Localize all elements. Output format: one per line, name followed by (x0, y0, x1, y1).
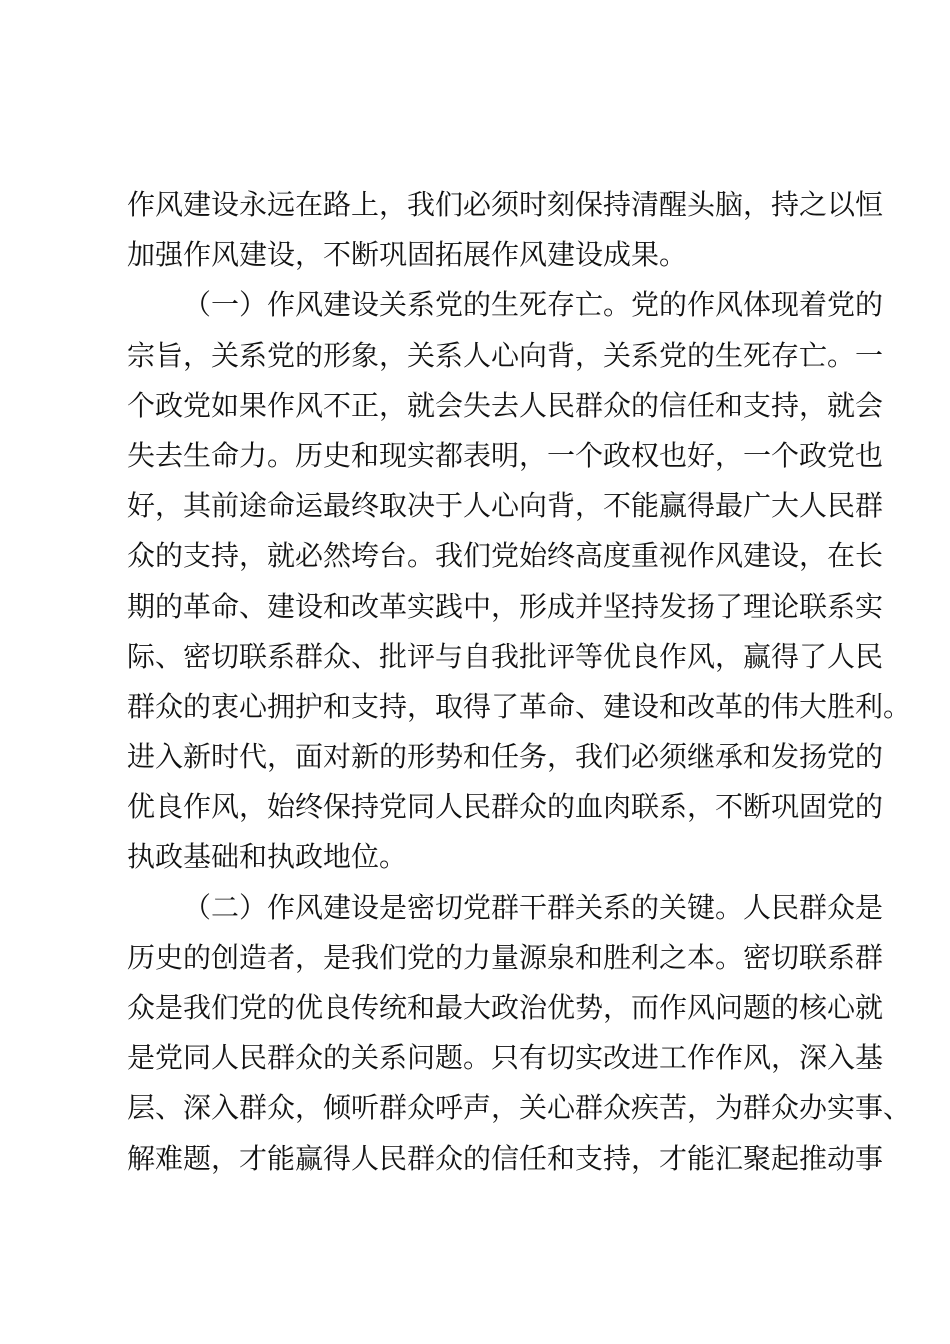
text-line: 作风建设永远在路上，我们必须时刻保持清醒头脑，持之以恒 (127, 188, 884, 221)
text-line: 失去生命力。历史和现实都表明，一个政权也好，一个政党也 (127, 438, 884, 472)
body-text (127, 180, 912, 1184)
text-line: 解难题，才能赢得人民群众的信任和支持，才能汇聚起推动事 (127, 1141, 884, 1175)
text-line: 加强作风建设，不断巩固拓展作风建设成果。 (127, 238, 688, 272)
text-line: 历史的创造者，是我们党的力量源泉和胜利之本。密切联系群 (127, 940, 884, 974)
text-line: 进入新时代，面对新的形势和任务，我们必须继承和发扬党的 (127, 740, 884, 774)
text-line: 宗旨，关系党的形象，关系人心向背，关系党的生死存亡。一 (127, 338, 884, 372)
paragraph-heading-1: （一）作风建设关系党的生死存亡。党的作风体现着党的 (183, 288, 884, 322)
text-line: 执政基础和执政地位。 (127, 840, 408, 874)
text-line: 众是我们党的优良传统和最大政治优势，而作风问题的核心就 (127, 991, 884, 1024)
text-line: 层、深入群众，倾听群众呼声，关心群众疾苦，为群众办实事、 (127, 1091, 912, 1125)
text-line: 好，其前途命运最终取决于人心向背，不能赢得最广大人民群 (127, 489, 884, 523)
text-line: 是党同人民群众的关系问题。只有切实改进工作作风，深入基 (127, 1041, 884, 1075)
text-line: 优良作风，始终保持党同人民群众的血肉联系，不断巩固党的 (127, 790, 884, 824)
text-line: 众的支持，就必然垮台。我们党始终高度重视作风建设，在长 (127, 539, 884, 573)
paragraph-heading-2: （二）作风建设是密切党群干群关系的关键。人民群众是 (183, 890, 884, 924)
text-line: 期的革命、建设和改革实践中，形成并坚持发扬了理论联系实 (127, 589, 884, 623)
text-line: 群众的衷心拥护和支持，取得了革命、建设和改革的伟大胜利。 (127, 689, 912, 723)
text-line: 际、密切联系群众、批评与自我批评等优良作风，赢得了人民 (127, 639, 884, 673)
text-line: 个政党如果作风不正，就会失去人民群众的信任和支持，就会 (127, 388, 884, 422)
